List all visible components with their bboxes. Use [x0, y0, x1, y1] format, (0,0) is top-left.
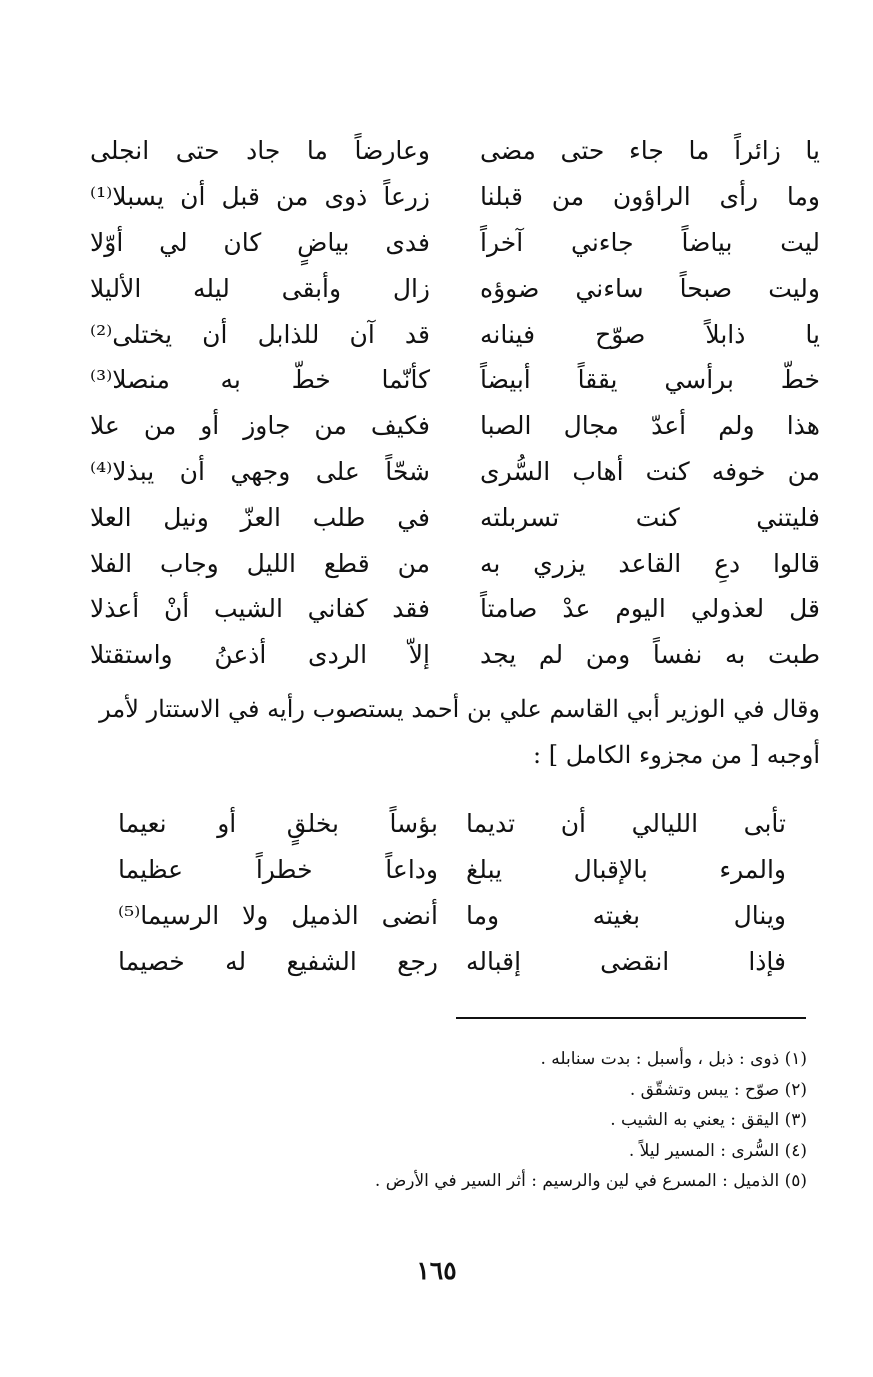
- verse-line: [90, 357, 820, 403]
- footnote-divider: [456, 1017, 806, 1019]
- poem-second: [118, 800, 786, 984]
- hemistich-second: شحّاً على وجهي أن يبذلا⁽⁴⁾: [90, 456, 430, 486]
- verse-line: [118, 846, 786, 892]
- hemistich-first: وما رأى الراؤون من قبلنا: [480, 182, 820, 212]
- verse-line: [90, 265, 820, 311]
- verse-line: [118, 938, 786, 984]
- verse-line: [118, 800, 786, 846]
- hemistich-second: وداعاً خطراً عظيما: [118, 854, 438, 884]
- hemistich-first: يا زائراً ما جاء حتى مضى: [480, 136, 820, 166]
- hemistich-second: فقد كفاني الشيب أنْ أعذلا: [90, 594, 430, 624]
- hemistich-first: ليت بياضاً جاءني آخراً: [480, 227, 820, 257]
- hemistich-second: فدى بياضٍ كان لي أوّلا: [90, 227, 430, 257]
- hemistich-first: هذا ولم أعدّ مجال الصبا: [480, 411, 820, 441]
- hemistich-first: وينال بغيته وما: [466, 900, 786, 930]
- hemistich-second: وعارضاً ما جاد حتى انجلى: [90, 136, 430, 166]
- hemistich-first: قل لعذولي اليوم عدْ صامتاً: [480, 594, 820, 624]
- hemistich-second: قد آن للذابل أن يختلى⁽²⁾: [90, 319, 430, 349]
- page-number: ١٦٥: [416, 1256, 457, 1285]
- hemistich-first: طبت به نفساً ومن لم يجد: [480, 640, 820, 670]
- verse-line: [118, 892, 786, 938]
- verse-line: [90, 174, 820, 220]
- footnote: (٣) اليقق : يعني به الشيب .: [610, 1110, 807, 1130]
- hemistich-first: خطّ برأسي يققاً أبيضاً: [480, 365, 820, 395]
- hemistich-second: فكيف من جاوز أو من علا: [90, 411, 430, 441]
- verse-line: [90, 449, 820, 495]
- footnote: (٥) الذميل : المسرع في لين والرسيم : أثر السير في الأرض .: [374, 1171, 807, 1191]
- verse-line: [90, 220, 820, 266]
- hemistich-second: بؤساً بخلقٍ أو نعيما: [118, 808, 438, 838]
- hemistich-first: فليتني كنت تسربلته: [480, 502, 820, 532]
- poem-first: [90, 128, 820, 678]
- footnote: (٤) السُّرى : المسير ليلاً .: [628, 1140, 807, 1161]
- hemistich-first: وليت صبحاً ساءني ضوؤه: [480, 273, 820, 303]
- hemistich-first: قالوا دعِ القاعد يزري به: [480, 548, 820, 578]
- verse-line: [90, 586, 820, 632]
- hemistich-second: زرعاً ذوى من قبل أن يسبلا⁽¹⁾: [90, 182, 430, 212]
- hemistich-second: في طلب العزّ ونيل العلا: [90, 502, 430, 532]
- hemistich-second: رجع الشفيع له خصيما: [118, 946, 438, 976]
- verse-line: [90, 494, 820, 540]
- verse-line: [90, 632, 820, 678]
- hemistich-second: أنضى الذميل ولا الرسيما⁽⁵⁾: [118, 900, 438, 930]
- footnotes: [87, 1044, 807, 1197]
- footnote: (١) ذوى : ذبل ، وأسبل : بدت سنابله .: [540, 1049, 807, 1069]
- hemistich-first: تأبى الليالي أن تديما: [466, 808, 786, 838]
- hemistich-second: من قطع الليل وجاب الفلا: [90, 548, 430, 578]
- verse-line: [90, 403, 820, 449]
- hemistich-second: كأنّما خطّ به منصلا⁽³⁾: [90, 365, 430, 395]
- hemistich-second: زال وأبقى ليله الأليلا: [90, 273, 430, 303]
- hemistich-second: إلاّ الردى أذعنُ واستقتلا: [90, 640, 430, 670]
- hemistich-first: فإذا انقضى إقباله: [466, 946, 786, 976]
- verse-line: [90, 128, 820, 174]
- hemistich-first: والمرء بالإقبال يبلغ: [466, 854, 786, 884]
- hemistich-first: يا ذابلاً صوّح فينانه: [480, 319, 820, 349]
- verse-line: [90, 311, 820, 357]
- footnote: (٢) صوّح : يبس وتشقّق .: [629, 1079, 807, 1100]
- hemistich-first: من خوفه كنت أهاب السُّرى: [480, 456, 820, 486]
- verse-line: [90, 540, 820, 586]
- prose-introduction: وقال في الوزير أبي القاسم علي بن أحمد يستصوب رأيه في الاستتار لأمر أوجبه [ من مجزوء الكامل ] :: [99, 695, 820, 769]
